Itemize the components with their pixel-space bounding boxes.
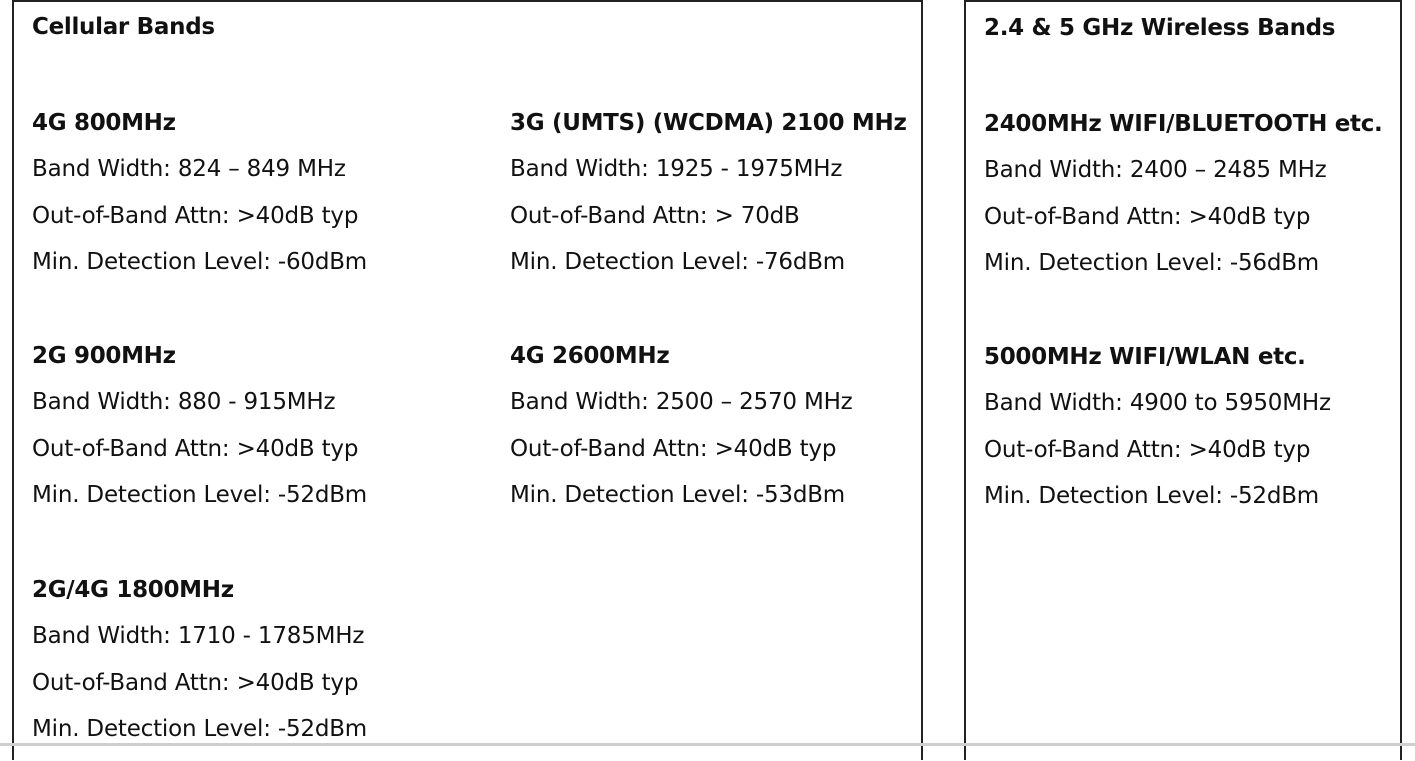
band-2g-4g-1800 — [32, 575, 367, 761]
min-detection-level-text: Min. Detection Level: -76dBm — [510, 249, 845, 276]
cellular-bands-panel — [12, 0, 923, 760]
out-of-band-attn-text: Out-of-Band Attn: >40dB typ — [984, 203, 1311, 230]
band-3g-2100 — [510, 108, 907, 294]
out-of-band-attn-text: Out-of-Band Attn: >40dB typ — [32, 435, 359, 462]
band-width-text: Band Width: 1710 - 1785MHz — [32, 623, 365, 649]
out-of-band-attn-text: Out-of-Band Attn: >40dB typ — [510, 435, 837, 462]
out-of-band-attn-text: Out-of-Band Attn: >40dB typ — [32, 669, 359, 696]
band-2g-900 — [32, 341, 367, 527]
wireless-bands-title: 2.4 & 5 GHz Wireless Bands — [984, 15, 1336, 41]
band-name: 3G (UMTS) (WCDMA) 2100 MHz — [510, 110, 907, 136]
wireless-bands-panel — [964, 0, 1402, 760]
min-detection-level-text: Min. Detection Level: -52dBm — [32, 716, 367, 743]
band-4g-800 — [32, 108, 367, 294]
band-width-text: Band Width: 880 - 915MHz — [32, 389, 336, 415]
band-width-text: Band Width: 2400 – 2485 MHz — [984, 157, 1327, 183]
out-of-band-attn-text: Out-of-Band Attn: > 70dB — [510, 202, 800, 229]
min-detection-level-text: Min. Detection Level: -56dBm — [984, 250, 1319, 277]
band-width-text: Band Width: 4900 to 5950MHz — [984, 390, 1331, 416]
band-name: 2G/4G 1800MHz — [32, 577, 234, 603]
band-width-text: Band Width: 824 – 849 MHz — [32, 156, 346, 182]
out-of-band-attn-text: Out-of-Band Attn: >40dB typ — [32, 202, 359, 229]
band-2400-wifi-bluetooth — [984, 109, 1383, 295]
band-name: 2G 900MHz — [32, 343, 176, 369]
min-detection-level-text: Min. Detection Level: -52dBm — [32, 482, 367, 509]
cellular-bands-title: Cellular Bands — [32, 14, 215, 40]
band-name: 5000MHz WIFI/WLAN etc. — [984, 344, 1306, 370]
band-width-text: Band Width: 2500 – 2570 MHz — [510, 389, 853, 415]
min-detection-level-text: Min. Detection Level: -52dBm — [984, 483, 1319, 510]
band-name: 4G 800MHz — [32, 110, 176, 136]
band-5000-wifi-wlan — [984, 342, 1331, 528]
band-name: 4G 2600MHz — [510, 343, 670, 369]
band-4g-2600 — [510, 341, 853, 527]
min-detection-level-text: Min. Detection Level: -60dBm — [32, 249, 367, 276]
band-name: 2400MHz WIFI/BLUETOOTH etc. — [984, 111, 1383, 137]
out-of-band-attn-text: Out-of-Band Attn: >40dB typ — [984, 436, 1311, 463]
min-detection-level-text: Min. Detection Level: -53dBm — [510, 482, 845, 509]
band-width-text: Band Width: 1925 - 1975MHz — [510, 156, 843, 182]
